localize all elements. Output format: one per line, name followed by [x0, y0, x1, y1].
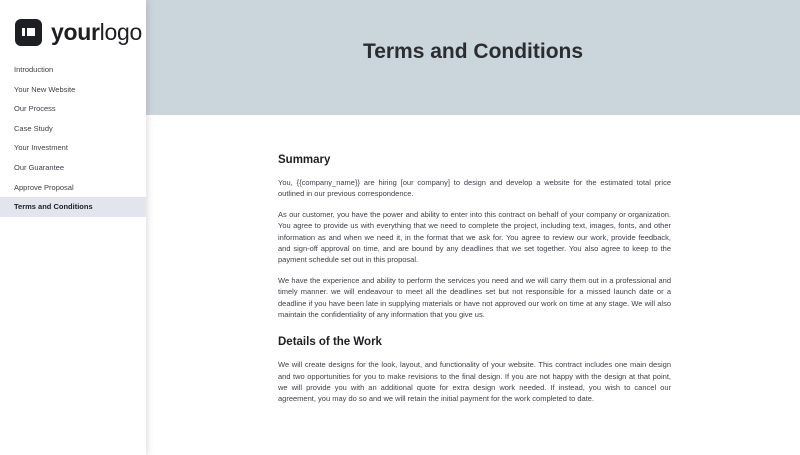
paragraph: We have the experience and ability to perform the services you need and we will carry them out in a professional and timely manner. we will endeavour to meet all the deadlines set but not responsible for a missed launch date or a deadline if you have been late in supplying materials or have not approved our work on time at any stage. We will also maintain the confidentiality of any information that you give us.	[278, 276, 671, 319]
sidebar-item-your-investment[interactable]: Your Investment	[14, 143, 68, 153]
logo-text-bold: your	[51, 19, 100, 45]
sidebar-nav	[0, 60, 146, 217]
sidebar-item-our-guarantee[interactable]: Our Guarantee	[14, 162, 65, 172]
sidebar-item-case-study[interactable]: Case Study	[14, 123, 53, 133]
logo-text	[51, 18, 142, 46]
sidebar-item-your-new-website[interactable]: Your New Website	[14, 84, 76, 94]
paragraph: You, {{company_name}} are hiring [our company] to design and develop a website for the estimated total price outlined in our previous correspondence.	[278, 178, 671, 199]
page-title: Terms and Conditions	[362, 39, 584, 63]
logo-text-regular: logo	[99, 19, 142, 45]
sidebar-item-introduction[interactable]: Introduction	[14, 65, 54, 74]
sidebar-item-approve-proposal[interactable]: Approve Proposal	[14, 182, 74, 192]
sidebar	[0, 0, 146, 455]
page-header	[146, 0, 800, 115]
sidebar-item-terms-and-conditions[interactable]: Terms and Conditions	[0, 197, 146, 217]
main-content	[278, 154, 671, 414]
section-heading-details-of-the-work: Details of the Work	[278, 336, 382, 349]
logo-mark-icon	[15, 19, 42, 46]
paragraph: We will create designs for the look, layout, and functionality of your website. This contract includes one main design and two opportunities for you to make revisions to the final design. If you are not happy with the design at that point, we will provide you with an additional quote for extra design work needed. If instead, you wish to cancel our agreement, you may do so and we will retain the initial payment for the work completed to date.	[278, 360, 671, 404]
paragraph: As our customer, you have the power and ability to enter into this contract on behalf of your company or organization. You agree to provide us with everything that we need to complete the project, including text, images, fonts, and other information as and when we need it, in the format that we ask for. You agree to review our work, provide feedback, and sign-off approval on time, and are bound by any deadlines that we set together. You also agree to keep to the payment schedule set out in this proposal.	[278, 210, 671, 265]
section-heading-summary: Summary	[278, 154, 331, 166]
sidebar-item-our-process[interactable]: Our Process	[14, 104, 56, 114]
logo[interactable]	[15, 18, 142, 46]
